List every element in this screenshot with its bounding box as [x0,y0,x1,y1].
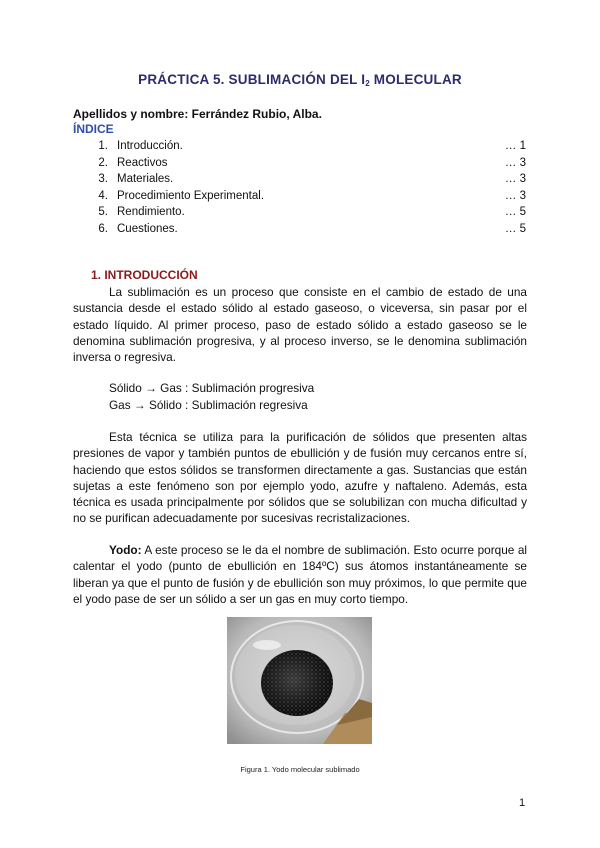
author-line: Apellidos y nombre: Ferrández Rubio, Alba. [73,107,322,121]
equation-progresiva: Sólido → Gas : Sublimación progresiva [109,381,315,395]
title-subscript: 2 [365,79,370,88]
iodine-photo [227,617,372,744]
page-number: 1 [519,797,526,809]
toc-item: 6. Cuestiones. … 5 [98,222,526,235]
equation-regresiva: Gas → Sólido : Sublimación regresiva [109,398,308,412]
section-heading-introduccion: 1. INTRODUCCIÓN [91,268,198,282]
yodo-paragraph: Yodo: A este proceso se le da el nombre de sublimación. Esto ocurre porque al calentar el yodo (punto de ebullición en 184ºC) sus átomos instantáneamente se liberan ya que el punto de fusión y de ebullición son muy próximos, lo que permite que el yodo pase de ser un sólido a ser un gas en muy corto tiempo. [73,543,527,606]
toc-item: 1. Introducción. … 1 [98,140,526,152]
intro-paragraph-2: Esta técnica se utiliza para la purificación de sólidos que presenten altas presiones de vapor y también puntos de ebullición y de fusión muy cercanos entre sí, haciendo que estos sólidos se transformen directamente a gas. Sustancias que están sujetas a este fenómeno son por ejemplo yodo, azufre y naftaleno. Además, esta técnica es usada principalmente por sólidos que se solubilizan con mucha dificultad y no se purifican adecuadamente por sucesivas recristalizaciones. [73,430,527,526]
toc-item: 4. Procedimiento Experimental. … 3 [98,189,526,202]
intro-paragraph-1: La sublimación es un proceso que consiste en el cambio de estado de una sustancia desde el estado sólido al estado gaseoso, o viceversa, sin pasar por el estado líquido. Al primer proceso, paso de estado sólido a estado gaseoso se le denomina sublimación progresiva, y al proceso inverso, se le denomina sublimación inversa o regresiva. [73,285,527,365]
index-heading: ÍNDICE [73,122,114,136]
yodo-label: Yodo: [109,543,142,557]
figure-caption: Figura 1. Yodo molecular sublimado [240,765,360,774]
toc-item: 5. Rendimiento. … 5 [98,206,526,219]
toc-item: 3. Materiales. … 3 [98,173,526,186]
toc-item: 2. Reactivos … 3 [98,156,526,169]
table-of-contents [92,138,526,238]
document-title: PRÁCTICA 5. SUBLIMACIÓN DEL $I_2$ MOLECULAR [138,72,462,88]
